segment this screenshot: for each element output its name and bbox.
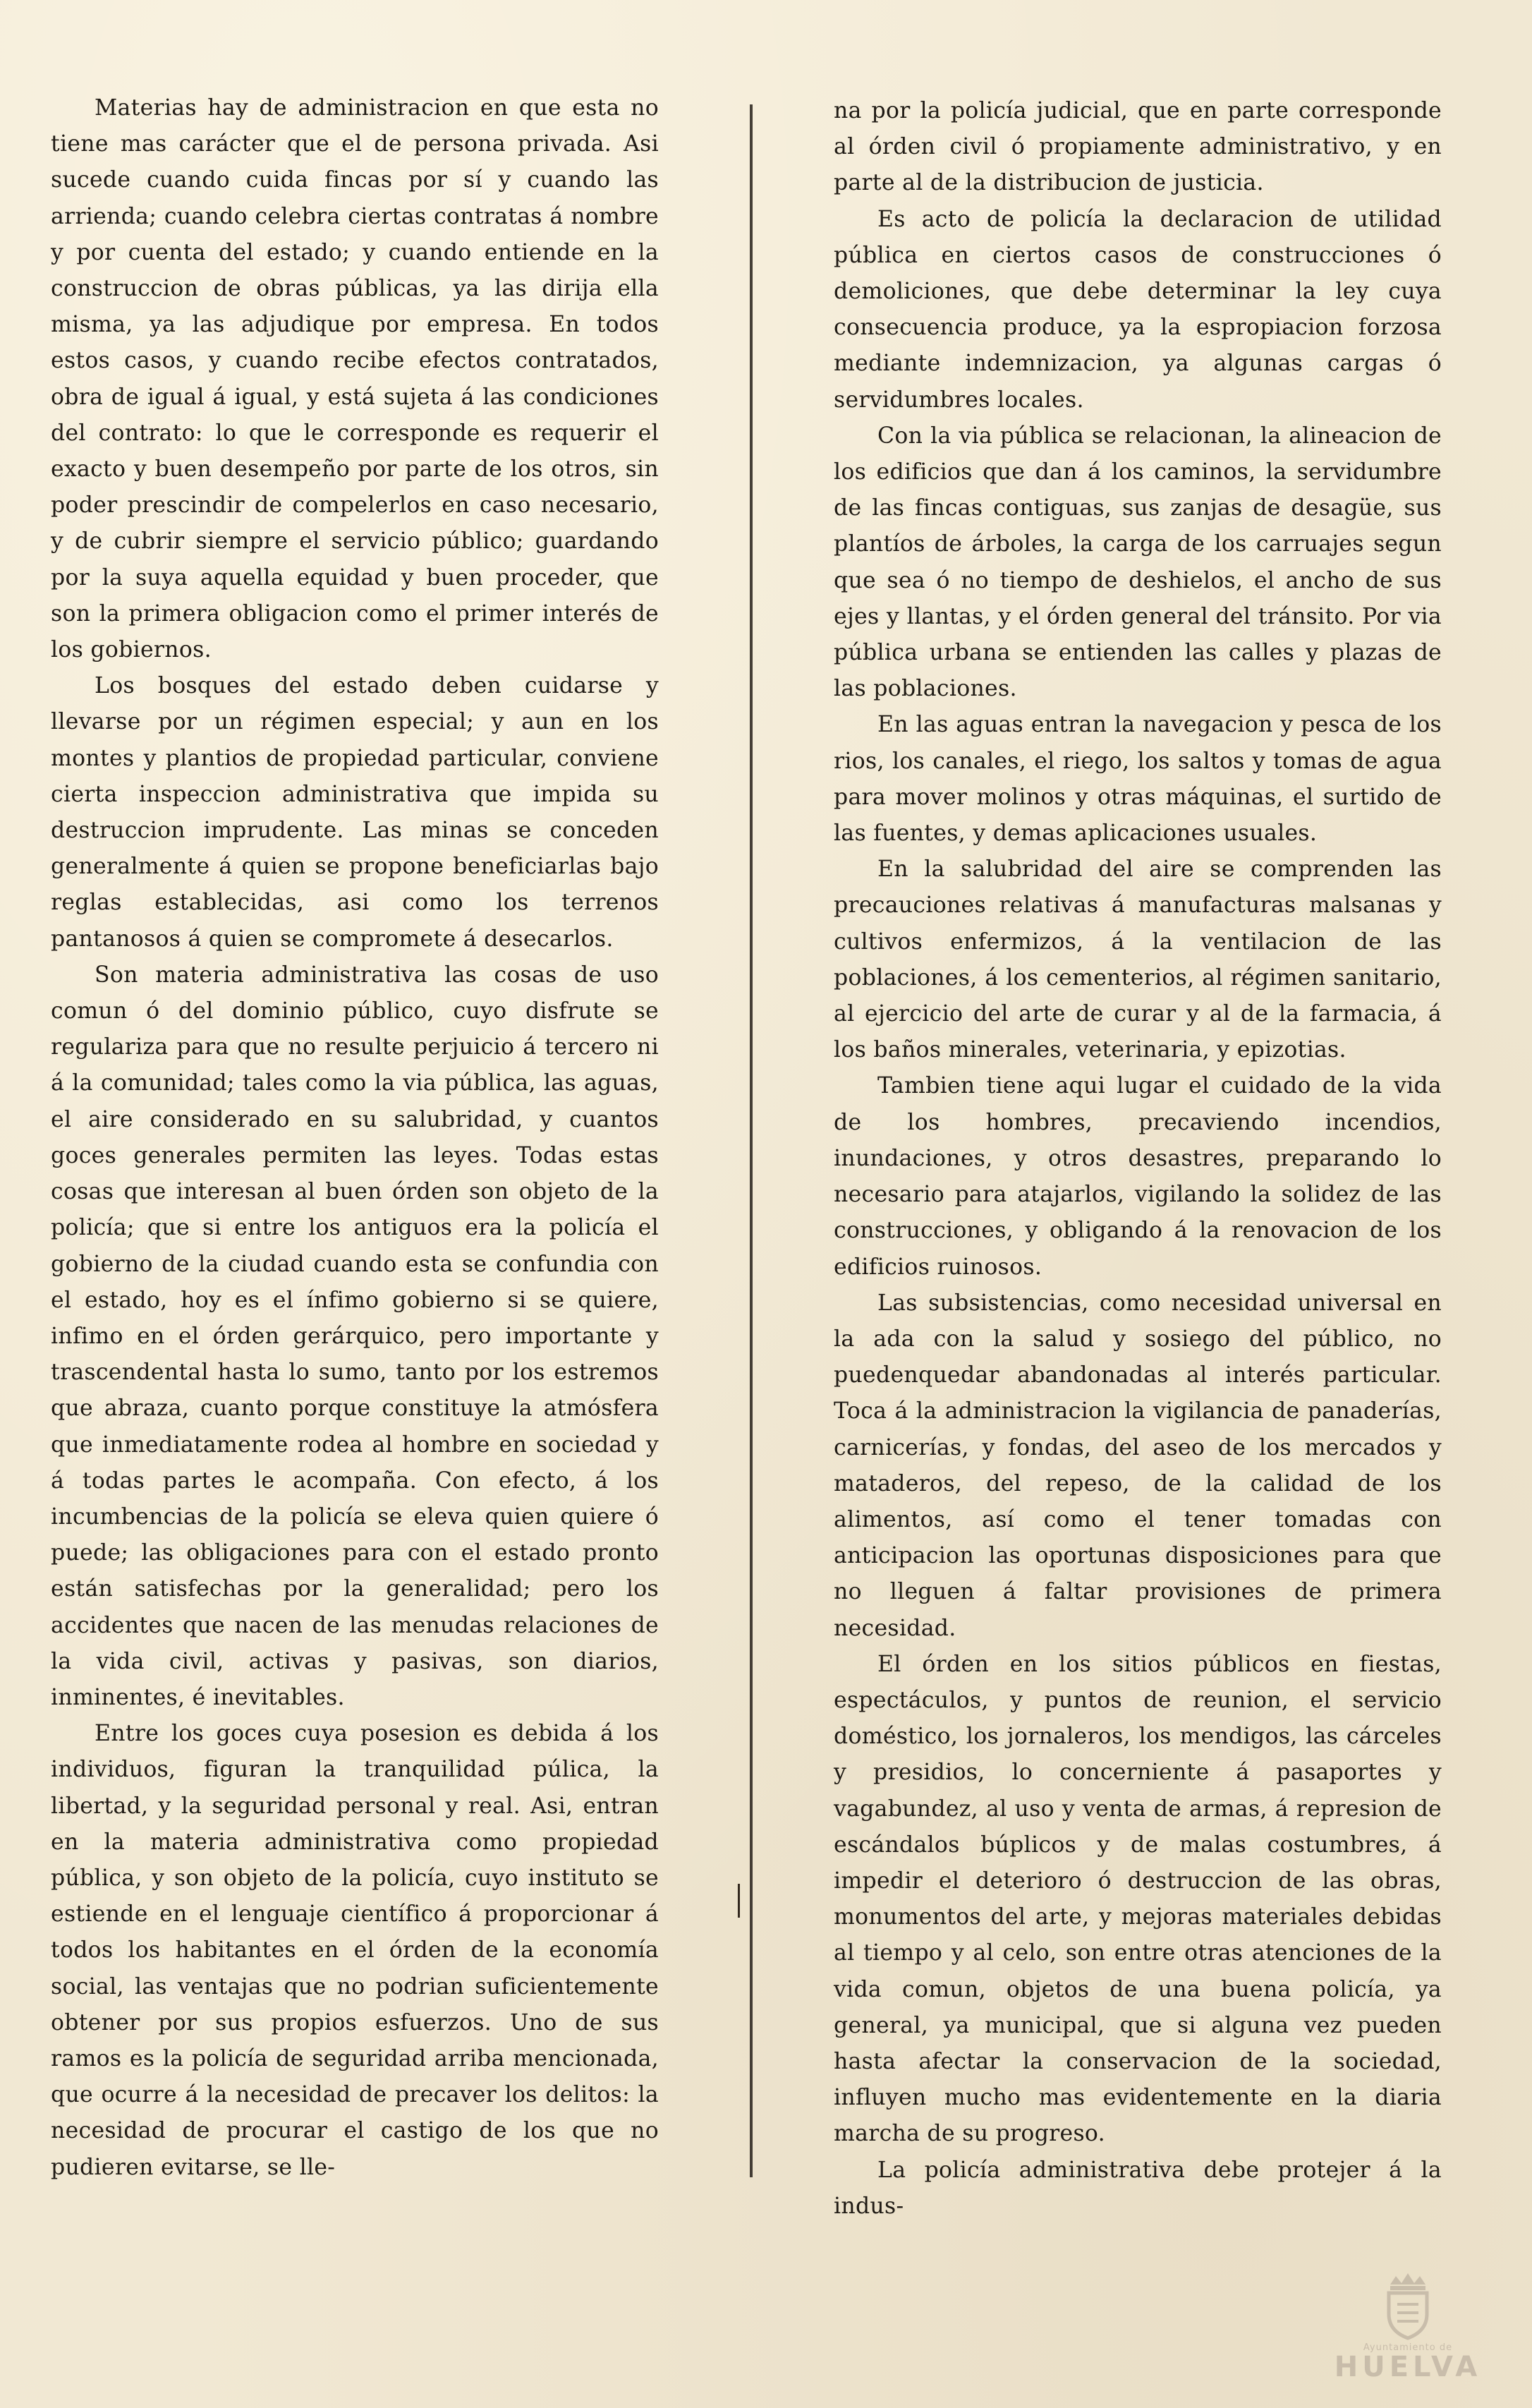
column-divider	[750, 104, 753, 2177]
paragraph: Entre los goces cuya posesion es debida á los individuos, figuran la tranquilidad púlica, la libertad, y la seguridad personal y real. Asi, entran en la materia administrativa como propiedad pública, y son objeto de la policía, cuyo instituto se estiende en el lenguaje científico á proporcionar á todos los habitantes en el órden de la economía social, las ventajas que no podrian suficientemente obtener por sus propios esfuerzos. Uno de sus ramos es la policía de seguridad arriba mencionada, que ocurre á la necesidad de precaver los delitos: la necesidad de procurar el castigo de los que no pudieren evitarse, se lle-	[51, 1721, 659, 2180]
paragraph: Tambien tiene aqui lugar el cuidado de la vida de los hombres, precaviendo incendios, inundaciones, y otros desastres, preparando lo necesario para atajarlos, vigilando la solidez de las construcciones, y obligando á la renovacion de los edificios ruinosos.	[834, 1073, 1442, 1280]
paragraph: El órden en los sitios públicos en fiestas, espectáculos, y puntos de reunion, el servicio doméstico, los jornaleros, los mendigos, las cárceles y presidios, lo concerniente á pasaportes y vagabundez, al uso y venta de armas, á represion de escándalos búplicos y de malas costumbres, á impedir el deterioro ó destruccion de las obras, monumentos del arte, y mejoras materiales debidas al tiempo y al celo, son entre otras atenciones de la vida comun, objetos de una buena policía, ya general, ya municipal, que si alguna vez pueden hasta afectar la conservacion de la sociedad, influyen mucho mas evidentemente en la diaria marcha de su progreso.	[834, 1651, 1442, 2147]
paragraph: En las aguas entran la navegacion y pesca de los rios, los canales, el riego, los saltos y tomas de agua para mover molinos y otras máquinas, el surtido de las fuentes, y demas aplicaciones usuales.	[834, 712, 1442, 847]
paragraph: Los bosques del estado deben cuidarse y llevarse por un régimen especial; y aun en los montes y plantios de propiedad particular, conviene cierta inspeccion administrativa que impida su destruccion imprudente. Las minas se conceden generalmente á quien se propone beneficiarlas bajo reglas establecidas, asi como los terrenos pantanosos á quien se compromete á desecarlos.	[51, 673, 659, 952]
watermark-title: HUELVA	[1334, 2351, 1482, 2383]
paragraph: Materias hay de administracion en que esta no tiene mas carácter que el de persona privada. Asi sucede cuando cuida fincas por sí y cuando las arrienda; cuando celebra ciertas contratas á nombre y por cuenta del estado; y cuando entiende en la construccion de obras públicas, ya las dirija ella misma, ya las adjudique por empresa. En todos estos casos, y cuando recibe efectos contratados, obra de igual á igual, y está sujeta á las condiciones del contrato: lo que le corresponde es requerir el exacto y buen desempeño por parte de los otros, sin poder prescindir de compelerlos en caso necesario, y de cubrir siempre el servicio público; guardando por la suya aquella equidad y buen proceder, que son la primera obligacion como el primer interés de los gobiernos.	[51, 95, 659, 663]
paragraph: Es acto de policía la declaracion de utilidad pública en ciertos casos de construcciones ó demoliciones, que debe determinar la ley cuya consecuencia produce, ya la espropiacion forzosa mediante indemnizacion, ya algunas cargas ó servidumbres locales.	[834, 206, 1442, 413]
left-text-column	[51, 90, 659, 2186]
watermark-logo	[1323, 2270, 1493, 2390]
right-text-column	[834, 93, 1442, 2225]
crown-shield-icon	[1376, 2270, 1440, 2341]
paragraph: na por la policía judicial, que en parte corresponde al órden civil ó propiamente administrativo, y en parte al de la distribucion de justicia.	[834, 98, 1442, 196]
watermark-subtitle: Ayuntamiento de	[1363, 2342, 1453, 2353]
paragraph: Las subsistencias, como necesidad universal en la ada con la salud y sosiego del público, no puedenquedar abandonadas al interés particular. Toca á la administracion la vigilancia de panaderías, carnicerías, y fondas, del aseo de los mercados y mataderos, del repeso, de la calidad de los alimentos, así como el tener tomadas con anticipacion las oportunas disposiciones para que no lleguen á faltar provisiones de primera necesidad.	[834, 1290, 1442, 1641]
paragraph: Son materia administrativa las cosas de uso comun ó del dominio público, cuyo disfrute se regulariza para que no resulte perjuicio á tercero ni á la comunidad; tales como la via pública, las aguas, el aire considerado en su salubridad, y cuantos goces generales permiten las leyes. Todas estas cosas que interesan al buen órden son objeto de la policía; que si entre los antiguos era la policía el gobierno de la ciudad cuando esta se confundia con el estado, hoy es el ínfimo gobierno si se quiere, infimo en el órden gerárquico, pero importante y trascendental hasta lo sumo, tanto por los estremos que abraza, cuanto porque constituye la atmósfera que inmediatamente rodea al hombre en sociedad y á todas partes le acompaña. Con efecto, á los incumbencias de la policía se eleva quien quiere ó puede; las obligaciones para con el estado pronto están satisfechas por la generalidad; pero los accidentes que nacen de las menudas relaciones de la vida civil, activas y pasivas, son diarios, inminentes, é inevitables.	[51, 962, 659, 1710]
paragraph: En la salubridad del aire se comprenden las precauciones relativas á manufacturas malsanas y cultivos enfermizos, á la ventilacion de las poblaciones, á los cementerios, al régimen sanitario, al ejercicio del arte de curar y al de la farmacia, á los baños minerales, veterinaria, y epizotias.	[834, 857, 1442, 1063]
paragraph: Con la via pública se relacionan, la alineacion de los edificios que dan á los caminos, la servidumbre de las fincas contiguas, sus zanjas de desagüe, sus plantíos de árboles, la carga de los carruajes segun que sea ó no tiempo de deshielos, el ancho de sus ejes y llantas, y el órden general del tránsito. Por via pública urbana se entienden las calles y plazas de las poblaciones.	[834, 423, 1442, 702]
paragraph: La policía administrativa debe protejer á la indus-	[834, 2157, 1442, 2219]
margin-mark	[738, 1884, 740, 1918]
